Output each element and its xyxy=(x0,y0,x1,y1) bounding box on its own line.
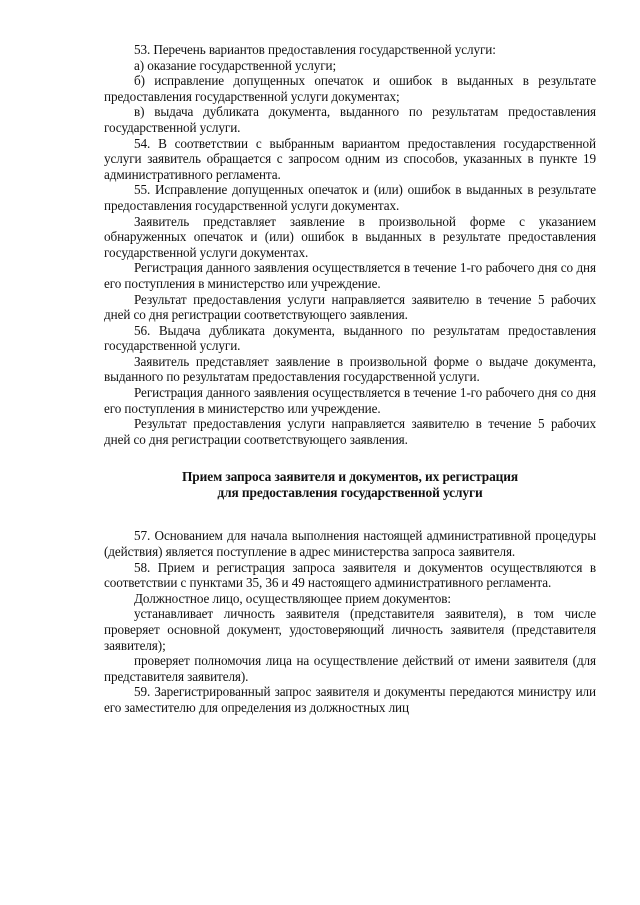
paragraph-56-result: Результат предоставления услуги направляется заявителю в течение 5 рабочих дней со дня регистрации соответствующего заявления. xyxy=(104,416,596,447)
paragraph-55: 55. Исправление допущенных опечаток и (или) ошибок в выданных в результате предоставления государственной услуги документах. xyxy=(104,182,596,213)
paragraph-authority-check: проверяет полномочия лица на осуществление действий от имени заявителя (для представителя заявителя). xyxy=(104,653,596,684)
document-page xyxy=(104,42,596,716)
paragraph-55-result: Результат предоставления услуги направляется заявителю в течение 5 рабочих дней со дня регистрации соответствующего заявления. xyxy=(104,291,596,323)
paragraph-56-applicant: Заявитель представляет заявление в произвольной форме о выдаче документа, выданного по результатам предоставления государственной услуги. xyxy=(104,353,596,385)
section-heading-line-2: для предоставления государственной услуги xyxy=(217,485,483,501)
section-heading-line-1: Прием запроса заявителя и документов, их регистрация xyxy=(181,469,519,485)
paragraph-54: 54. В соответствии с выбранным вариантом предоставления государственной услуги заявитель обращается с запросом одним из способов, указанных в пункте 19 административного регламента. xyxy=(104,135,596,182)
section-reception xyxy=(104,528,596,715)
list-item-v: в) выдача дубликата документа, выданного по результатам предоставления государственной услуги. xyxy=(104,104,596,135)
section-heading xyxy=(104,469,596,501)
paragraph-58: 58. Прием и регистрация запроса заявителя и документов осуществляются в соответствии с пунктами 35, 36 и 49 настоящего административного регламента. xyxy=(104,559,596,591)
list-item-a: а) оказание государственной услуги; xyxy=(134,57,337,73)
paragraph-57: 57. Основанием для начала выполнения настоящей административной процедуры (действия) является поступление в адрес министерства запроса заявителя. xyxy=(104,528,596,560)
paragraph-55-applicant: Заявитель представляет заявление в произвольной форме с указанием обнаруженных опечаток и (или) ошибок в выданных в результате предоставления государственной услуги документах. xyxy=(104,213,596,260)
list-item-b: б) исправление допущенных опечаток и ошибок в выданных в результате предоставления государственной услуги документах; xyxy=(104,73,596,104)
paragraph-53: 53. Перечень вариантов предоставления государственной услуги: xyxy=(134,42,496,57)
paragraph-56-registration: Регистрация данного заявления осуществляется в течение 1-го рабочего дня со дня его поступления в министерство или учреждение. xyxy=(104,385,596,416)
paragraph-56: 56. Выдача дубликата документа, выданного по результатам предоставления государственной услуги. xyxy=(104,322,596,354)
paragraph-55-registration: Регистрация данного заявления осуществляется в течение 1-го рабочего дня со дня его поступления в министерство или учреждение. xyxy=(104,260,596,291)
paragraph-official: Должностное лицо, осуществляющее прием документов: xyxy=(134,590,451,606)
paragraph-identity-check: устанавливает личность заявителя (представителя заявителя), в том числе проверяет основной документ, удостоверяющий личность заявителя (представителя заявителя); xyxy=(104,606,596,653)
paragraph-59: 59. Зарегистрированный запрос заявителя и документы передаются министру или его заместителю для определения из должностных лиц xyxy=(104,684,596,715)
section-variants xyxy=(104,42,596,447)
